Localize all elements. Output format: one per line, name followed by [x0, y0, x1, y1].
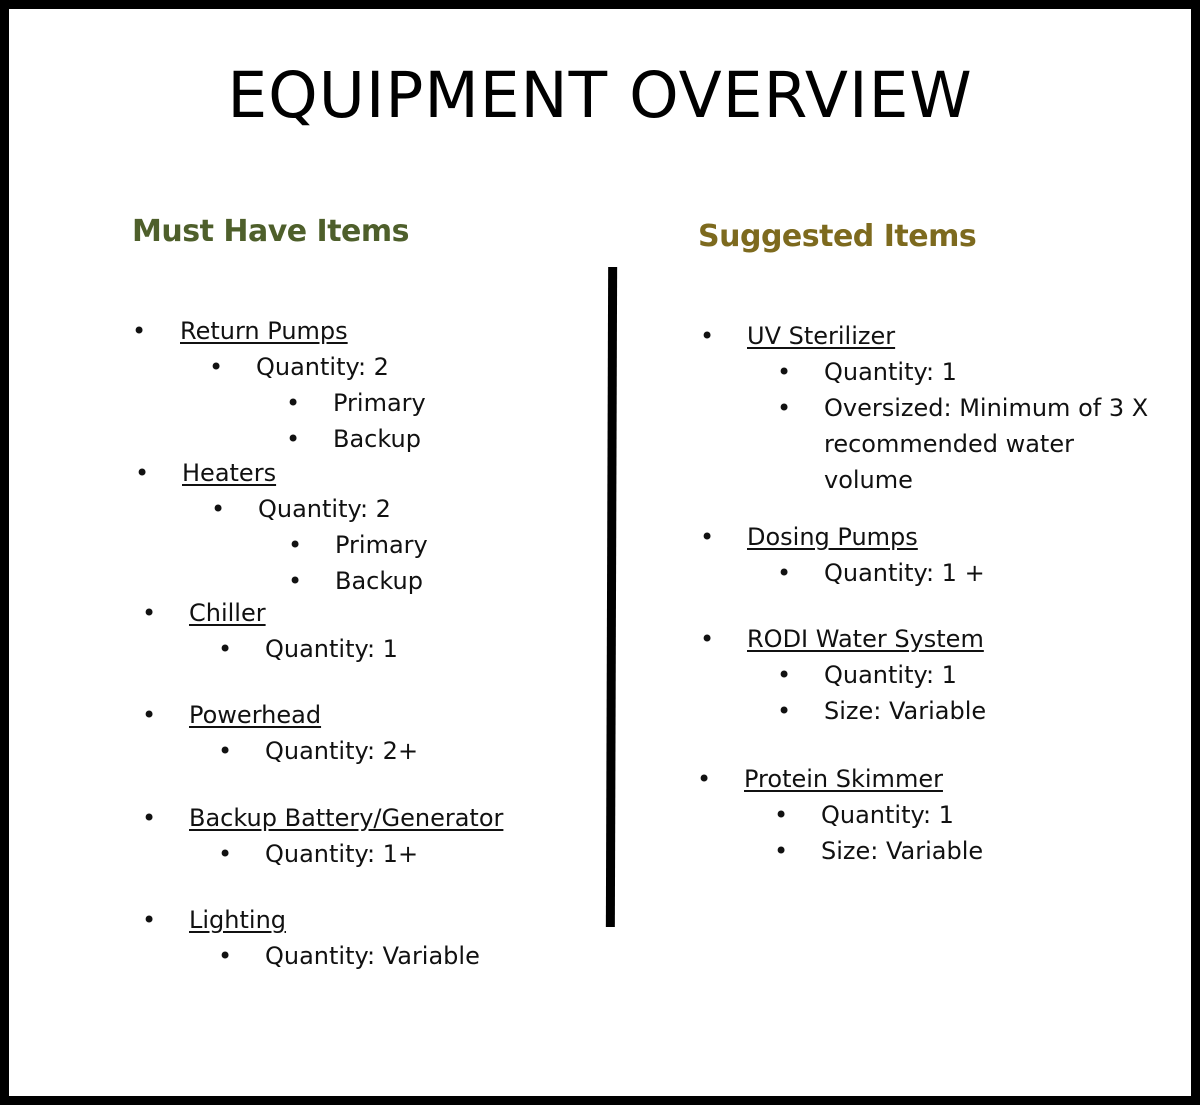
return-pumps-label: Return Pumps [180, 317, 348, 345]
chiller-label: Chiller [189, 599, 266, 627]
bullet: • [132, 317, 147, 345]
page-title: EQUIPMENT OVERVIEW [227, 59, 973, 132]
suggested-heading: Suggested Items [698, 219, 977, 254]
dosing-pumps-label: Dosing Pumps [747, 523, 918, 551]
must-have-heading: Must Have Items [132, 214, 410, 249]
powerhead-label: Powerhead [189, 701, 322, 729]
slide: EQUIPMENT OVERVIEW Must Have Items Suggested Items • Return Pumps • Quantity: 2 • Primary • Backup • Heaters • Quantity: 2 • Primary • Backup • Chiller • Quantity: 1 • Powerhead • Quantity: 2+ • Backup Battery/Generator • Quantity: 1+ • Lighting • Quantity: Variable • UV Sterilizer • Quantity: 1 • Oversized: Minimum of 3 X recommended water volume • Dosing Pumps • Quantity: 1 + • RODI Water System • Quantity: 1 • Size: Variable • Protein Skimmer • Quantity: 1 • Size: Variable [0, 0, 1200, 1105]
heaters-label: Heaters [182, 459, 277, 487]
protein-skimmer-label: Protein Skimmer [744, 765, 943, 793]
rodi-label: RODI Water System [747, 625, 984, 653]
uv-sterilizer-label: UV Sterilizer [747, 322, 896, 350]
lighting-label: Lighting [189, 906, 287, 934]
backup-battery-label: Backup Battery/Generator [189, 804, 504, 832]
column-divider [606, 267, 617, 927]
